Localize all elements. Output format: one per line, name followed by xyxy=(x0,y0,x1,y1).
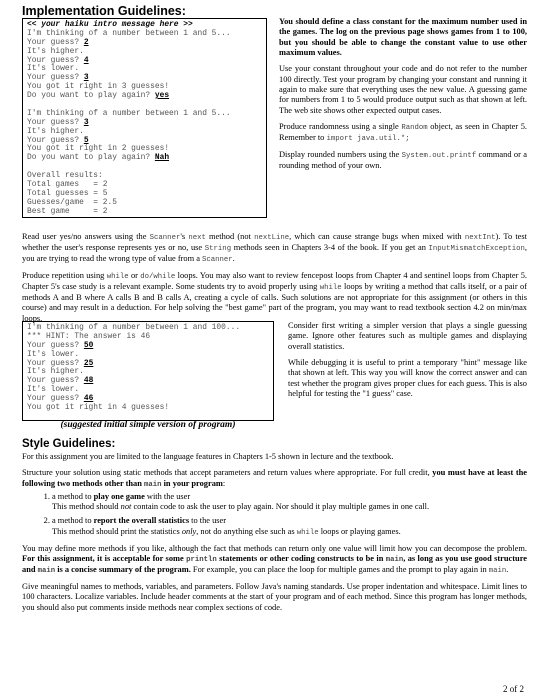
naming-style-note: Give meaningful names to methods, variables, and parameters. Follow Java's naming standards. Use proper indentation and whitespace. Limit lines to 100 characters. Localize variables. Include header comments at the start of your program and of each method. Since this program has longer methods, you should also put comments inside methods near complex sections of code. xyxy=(22,581,527,612)
simple-version-notes xyxy=(288,321,527,405)
console-text: It's higher. xyxy=(27,367,84,377)
debug-hint-note: While debugging it is useful to print a temporary "hint" message like that shown at left. This way you will know the correct answer and can test whether the program gives proper clues for each guess. This is also helpful for testing the "1 guess" case. xyxy=(288,357,527,398)
structure-note: Structure your solution using static methods that accept parameters and return values where appropriate. For full credit, you must have at least the following two methods other than main in your program: xyxy=(22,468,527,489)
console-text: Your guess? xyxy=(27,73,84,83)
user-input: 48 xyxy=(83,376,94,386)
console-text: *** HINT: The answer is 46 xyxy=(27,331,151,341)
console-text: I'm thinking of a number between 1 and 100... xyxy=(27,323,241,332)
console-text: I'm thinking of a number between 1 and 5... xyxy=(27,28,231,38)
console-text: You got it right in 4 guesses! xyxy=(27,403,170,413)
console-text: You got it right in 3 guesses! xyxy=(27,82,170,92)
console-caption: (suggested initial simple version of program) xyxy=(60,420,236,430)
constant-usage-note: Use your constant throughout your code and do not refer to the number 100 directly. Test your program by changing your constant and running it again to make sure that everything uses the new value. A guessing game for numbers from 1 to 5 would produce output such as that shown at left. The web site shows other expected output cases. xyxy=(279,64,527,115)
console-text: Total games = 2 xyxy=(27,180,108,190)
right-column-notes xyxy=(279,17,527,177)
console-text: Total guesses = 5 xyxy=(27,188,108,198)
console-text: Your guess? xyxy=(27,55,84,65)
class-constant-note: You should define a class constant for the maximum number used in the games. The log on the previous page shows games from 1 to 100, but you should be able to change the constant value to use other maximum values. xyxy=(279,17,527,57)
rounding-note: Display rounded numbers using the System.out.printf command or a rounding method of your own. xyxy=(279,149,527,170)
style-guidelines xyxy=(22,452,527,619)
decomposition-note: You may define more methods if you like, although the fact that methods can return only one value will limit how you can decompose the problem. For this assignment, it is acceptable for some println statements or other coding constructs to be in main, as long as you use good structure and main is a concise summary of the program. For example, you can place the loop for multiple games and the prompt to play again in main. xyxy=(22,543,527,575)
list-item: 1. a method to play one game with the user This method should not contain code to ask the user to play again. Nor should it play multiple games in one call. xyxy=(52,492,527,513)
console-text: Best game = 2 xyxy=(27,206,108,216)
user-input: 50 xyxy=(83,340,94,350)
simple-version-note: Consider first writing a simpler version that plays a single guessing game. Ignore other features such as multiple games and displaying overall statistics. xyxy=(288,321,527,351)
console-text: Your guess? xyxy=(27,37,84,47)
console-line xyxy=(27,154,262,163)
console-line xyxy=(27,208,262,217)
style-heading: Style Guidelines: xyxy=(22,438,116,450)
console-text: Your guess? xyxy=(27,340,84,350)
user-input: Nah xyxy=(154,153,170,163)
user-input: 2 xyxy=(83,37,89,47)
console-text: Do you want to play again? xyxy=(27,153,155,163)
required-methods-list xyxy=(22,492,527,538)
user-input: yes xyxy=(154,91,170,101)
user-input: 3 xyxy=(83,117,89,127)
input-and-repetition-notes xyxy=(22,232,527,330)
console-text: It's higher. xyxy=(27,126,84,136)
console-text: Your guess? xyxy=(27,135,84,145)
user-input: 4 xyxy=(83,55,89,65)
console-text: Your guess? xyxy=(27,117,84,127)
console-text: It's lower. xyxy=(27,385,80,395)
console-text: Do you want to play again? xyxy=(27,91,155,101)
console-line xyxy=(27,92,262,101)
randomness-note: Produce randomness using a single Random object, as seen in Chapter 5. Remember to import java.util.*; xyxy=(279,121,527,143)
console-line xyxy=(27,404,269,413)
language-features-note: For this assignment you are limited to the language features in Chapters 1-5 shown in lecture and the textbook. xyxy=(22,452,394,461)
console-text: It's higher. xyxy=(27,46,84,56)
page-heading: Implementation Guidelines: xyxy=(22,4,186,18)
scanner-note: Read user yes/no answers using the Scanner's next method (not nextLine, which can cause strange bugs when mixed with nextInt). To test whether the user's response represents yes or no, use String methods seen in Chapters 3-4 of the book. If you get an InputMismatchException, you are trying to read the wrong type of value from a Scanner. xyxy=(22,232,527,264)
console-text: You got it right in 2 guesses! xyxy=(27,144,170,154)
console-header: << your haiku intro message here >> xyxy=(27,20,193,29)
console-text: Your guess? xyxy=(27,358,84,368)
user-input: 46 xyxy=(83,394,94,404)
console-text: Guesses/game = 2.5 xyxy=(27,197,117,207)
repetition-note: Produce repetition using while or do/while loops. You may also want to review fencepost loops from Chapter 4 and sentinel loops from Chapter 5. Chapter 5's case study is a relevant example. Some students try to avoid properly using while loops by writing a method that calls itself, or a pair of methods A and B where A calls B and B calls A, creating a cycle of calls. Such solutions are not appropriate for this assignment (or others in this course) and may result in a deduction. For help solving the "best game" part of the program, you may want to read textbook section 4.2 on min/max loops. xyxy=(22,270,527,323)
console-text: It's lower. xyxy=(27,64,80,74)
user-input: 5 xyxy=(83,135,89,145)
console-text: Overall results: xyxy=(27,171,103,181)
console-text: I'm thinking of a number between 1 and 5... xyxy=(27,108,231,118)
user-input: 25 xyxy=(83,358,94,368)
page-number: 2 of 2 xyxy=(503,684,524,694)
console-output-hint-version xyxy=(22,321,274,421)
console-text: Your guess? xyxy=(27,394,84,404)
user-input: 3 xyxy=(83,73,89,83)
console-output-small-range xyxy=(22,18,267,218)
list-item: 2. a method to report the overall statistics to the user This method should print the statistics only, not do anything else such as while loops or playing games. xyxy=(52,516,527,537)
console-text: It's lower. xyxy=(27,349,80,359)
console-text: Your guess? xyxy=(27,376,84,386)
